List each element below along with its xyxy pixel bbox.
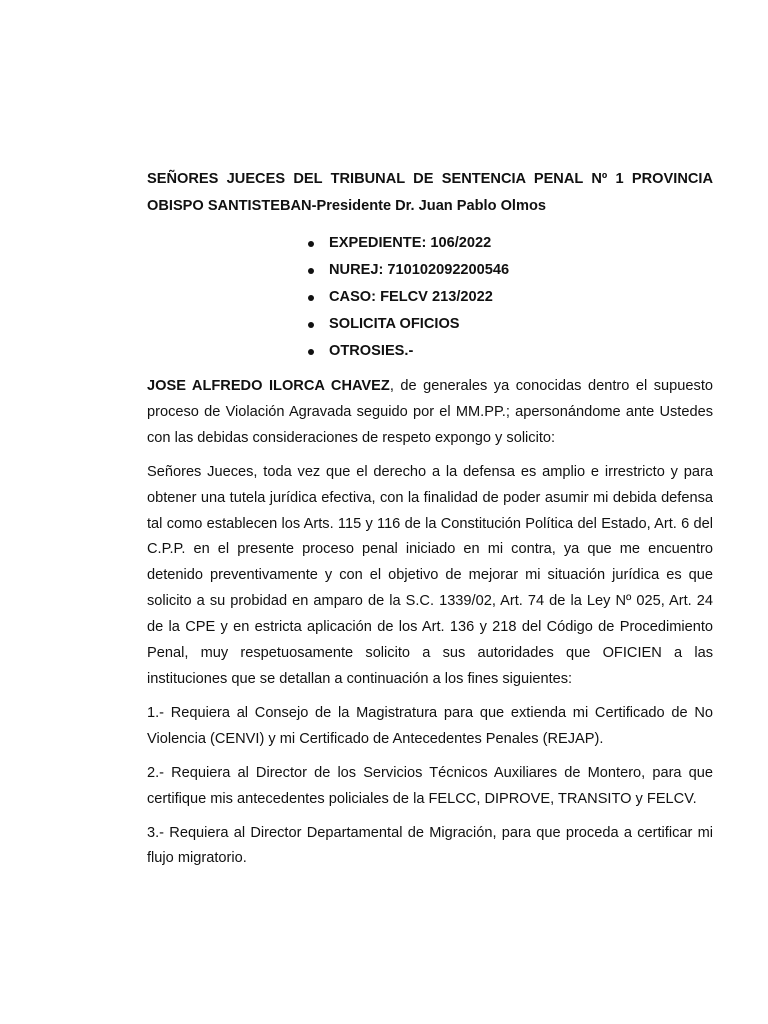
bullet-icon <box>308 268 314 274</box>
document-page <box>147 166 713 872</box>
summary-list <box>147 230 713 365</box>
bullet-icon <box>308 295 314 301</box>
summary-item-text: OTROSIES.- <box>329 343 414 359</box>
request-item-1: 1.- Requiera al Consejo de la Magistratura para que extienda mi Certificado de No Violencia (CENVI) y mi Certificado de Antecedentes Penales (REJAP). <box>147 704 713 747</box>
bullet-icon <box>308 322 314 328</box>
summary-item-text: CASO: FELCV 213/2022 <box>329 289 493 305</box>
summary-item-text: EXPEDIENTE: 106/2022 <box>329 235 492 251</box>
request-item-2: 2.- Requiera al Director de los Servicios Técnicos Auxiliares de Montero, para que certifique mis antecedentes policiales de la FELCC, DIPROVE, TRANSITO y FELCV. <box>147 764 713 807</box>
bullet-icon <box>308 241 314 247</box>
body-paragraph: Señores Jueces, toda vez que el derecho a la defensa es amplio e irrestricto y para obtener una tutela jurídica efectiva, con la finalidad de poder asumir mi debida defensa tal como establecen los Arts. 115 y 116 de la Constitución Política del Estado, Art. 6 del C.P.P. en el presente proceso penal iniciado en mi contra, ya que me encuentro detenido preventivamente y con el objetivo de mejorar mi situación jurídica es que solicito a su probidad en amparo de la S.C. 1339/02, Art. 74 de la Ley Nº 025, Art. 24 de la CPE y en estricta aplicación de los Art. 136 y 218 del Código de Procedimiento Penal, muy respetuosamente solicito a sus autoridades que OFICIEN a las instituciones que se detallan a continuación a los fines siguientes: <box>147 463 713 687</box>
document-heading: SEÑORES JUECES DEL TRIBUNAL DE SENTENCIA PENAL Nº 1 PROVINCIA OBISPO SANTISTEBAN-Presidente Dr. Juan Pablo Olmos <box>147 171 713 214</box>
petitioner-name: JOSE ALFREDO ILORCA CHAVEZ <box>147 378 390 394</box>
bullet-icon <box>308 349 314 355</box>
summary-item-caso <box>308 284 713 311</box>
summary-item-nurej <box>308 257 713 284</box>
request-item-3: 3.- Requiera al Director Departamental de Migración, para que proceda a certificar mi flujo migratorio. <box>147 824 713 867</box>
summary-item-text: NUREJ: 710102092200546 <box>329 262 510 278</box>
intro-text: , de generales ya conocidas dentro el supuesto proceso de Violación Agravada seguido por el MM.PP.; apersonándome ante Ustedes con las debidas consideraciones de respeto expongo y solicito: <box>147 378 713 446</box>
intro-paragraph <box>147 374 713 452</box>
summary-item-expediente <box>308 230 713 257</box>
summary-item-otrosies <box>308 338 713 365</box>
summary-item-solicita <box>308 311 713 338</box>
summary-item-text: SOLICITA OFICIOS <box>329 316 460 332</box>
